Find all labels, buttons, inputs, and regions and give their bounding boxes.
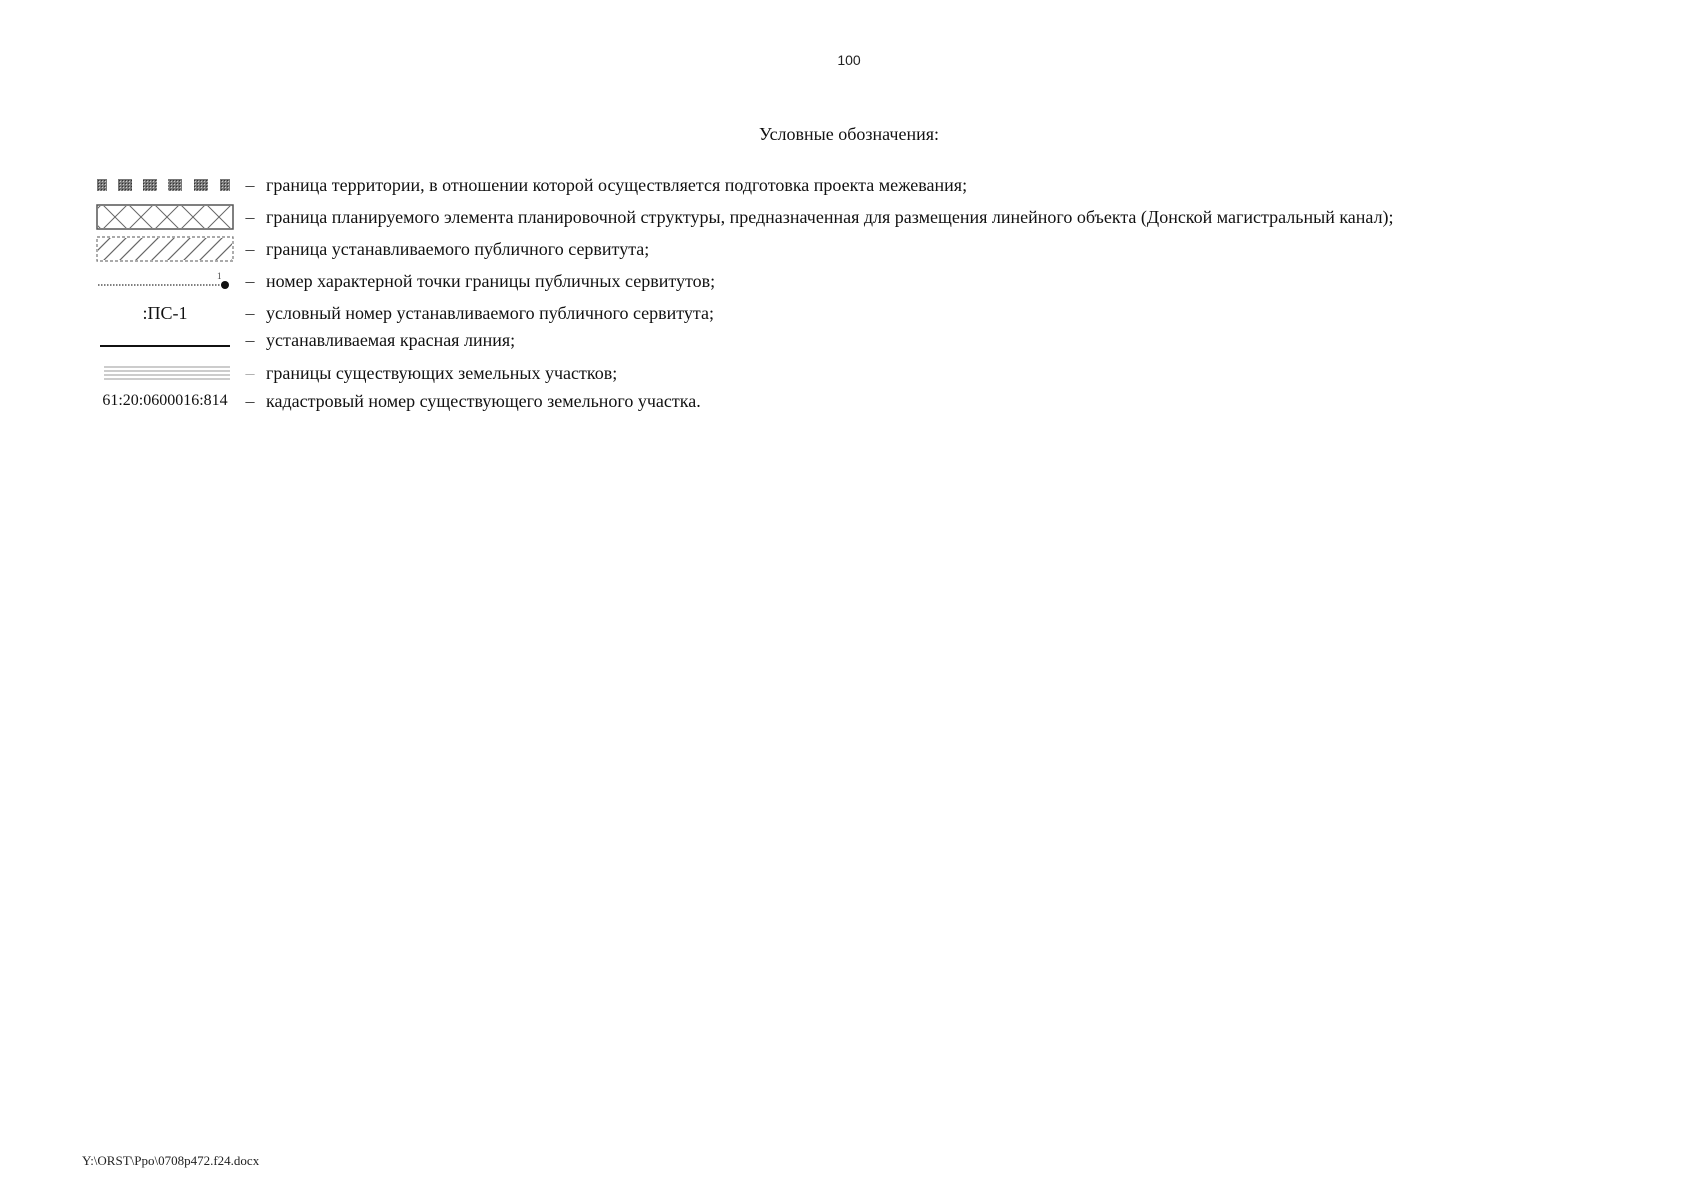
legend-item-text: устанавливаемая красная линия; <box>266 329 516 350</box>
crosshatch-boundary-icon <box>96 204 234 230</box>
legend-item-existing-parcels <box>96 360 617 386</box>
parallel-lines-icon <box>96 360 234 386</box>
legend-dash: – <box>245 174 255 195</box>
legend-dash: – <box>245 238 255 259</box>
legend-item-text: кадастровый номер существующего земельного участка. <box>266 390 701 411</box>
dashed-boundary-territory-icon <box>96 172 234 198</box>
legend-item-text: номер характерной точки границы публичных сервитутов; <box>266 270 716 291</box>
legend-dash: – <box>245 270 255 291</box>
diagonal-hatch-boundary-icon <box>96 236 234 262</box>
legend-item-text: граница устанавливаемого публичного сервитута; <box>266 238 650 259</box>
legend-item-cadastral-number <box>96 388 701 414</box>
legend-item-text: граница планируемого элемента планировочной структуры, предназначенная для размещения линейного объекта (Донской магистральный канал); <box>266 206 1394 227</box>
legend-item-public-servitude-boundary <box>96 236 649 262</box>
legend-dash: – <box>245 390 255 411</box>
legend-item-planned-element-boundary <box>96 204 1394 230</box>
cadastral-number-symbol: 61:20:0600016:814 <box>102 392 228 409</box>
legend-item-text: граница территории, в отношении которой осуществляется подготовка проекта межевания; <box>266 174 968 195</box>
legend-dash: – <box>245 362 255 383</box>
legend-item-red-line <box>96 327 515 353</box>
legend-item-servitude-number <box>96 300 714 326</box>
legend-dash: – <box>245 329 255 350</box>
solid-red-line-icon <box>96 327 234 353</box>
legend-item-characteristic-point <box>96 268 715 294</box>
page-number: 100 <box>837 52 861 68</box>
servitude-number-symbol: :ПС-1 <box>142 302 188 323</box>
legend-dash: – <box>245 302 255 323</box>
legend-dash: – <box>245 206 255 227</box>
point-number-label: 1 <box>217 271 222 281</box>
legend-item-text: условный номер устанавливаемого публичного сервитута; <box>266 302 715 323</box>
legend-item-territory-boundary <box>96 172 967 198</box>
legend-item-text: границы существующих земельных участков; <box>266 362 618 383</box>
legend-title: Условные обозначения: <box>758 124 940 144</box>
footer-file-path: Y:\ORST\Ppo\0708p472.f24.docx <box>82 1153 260 1168</box>
dotted-line-point-icon <box>96 268 234 294</box>
